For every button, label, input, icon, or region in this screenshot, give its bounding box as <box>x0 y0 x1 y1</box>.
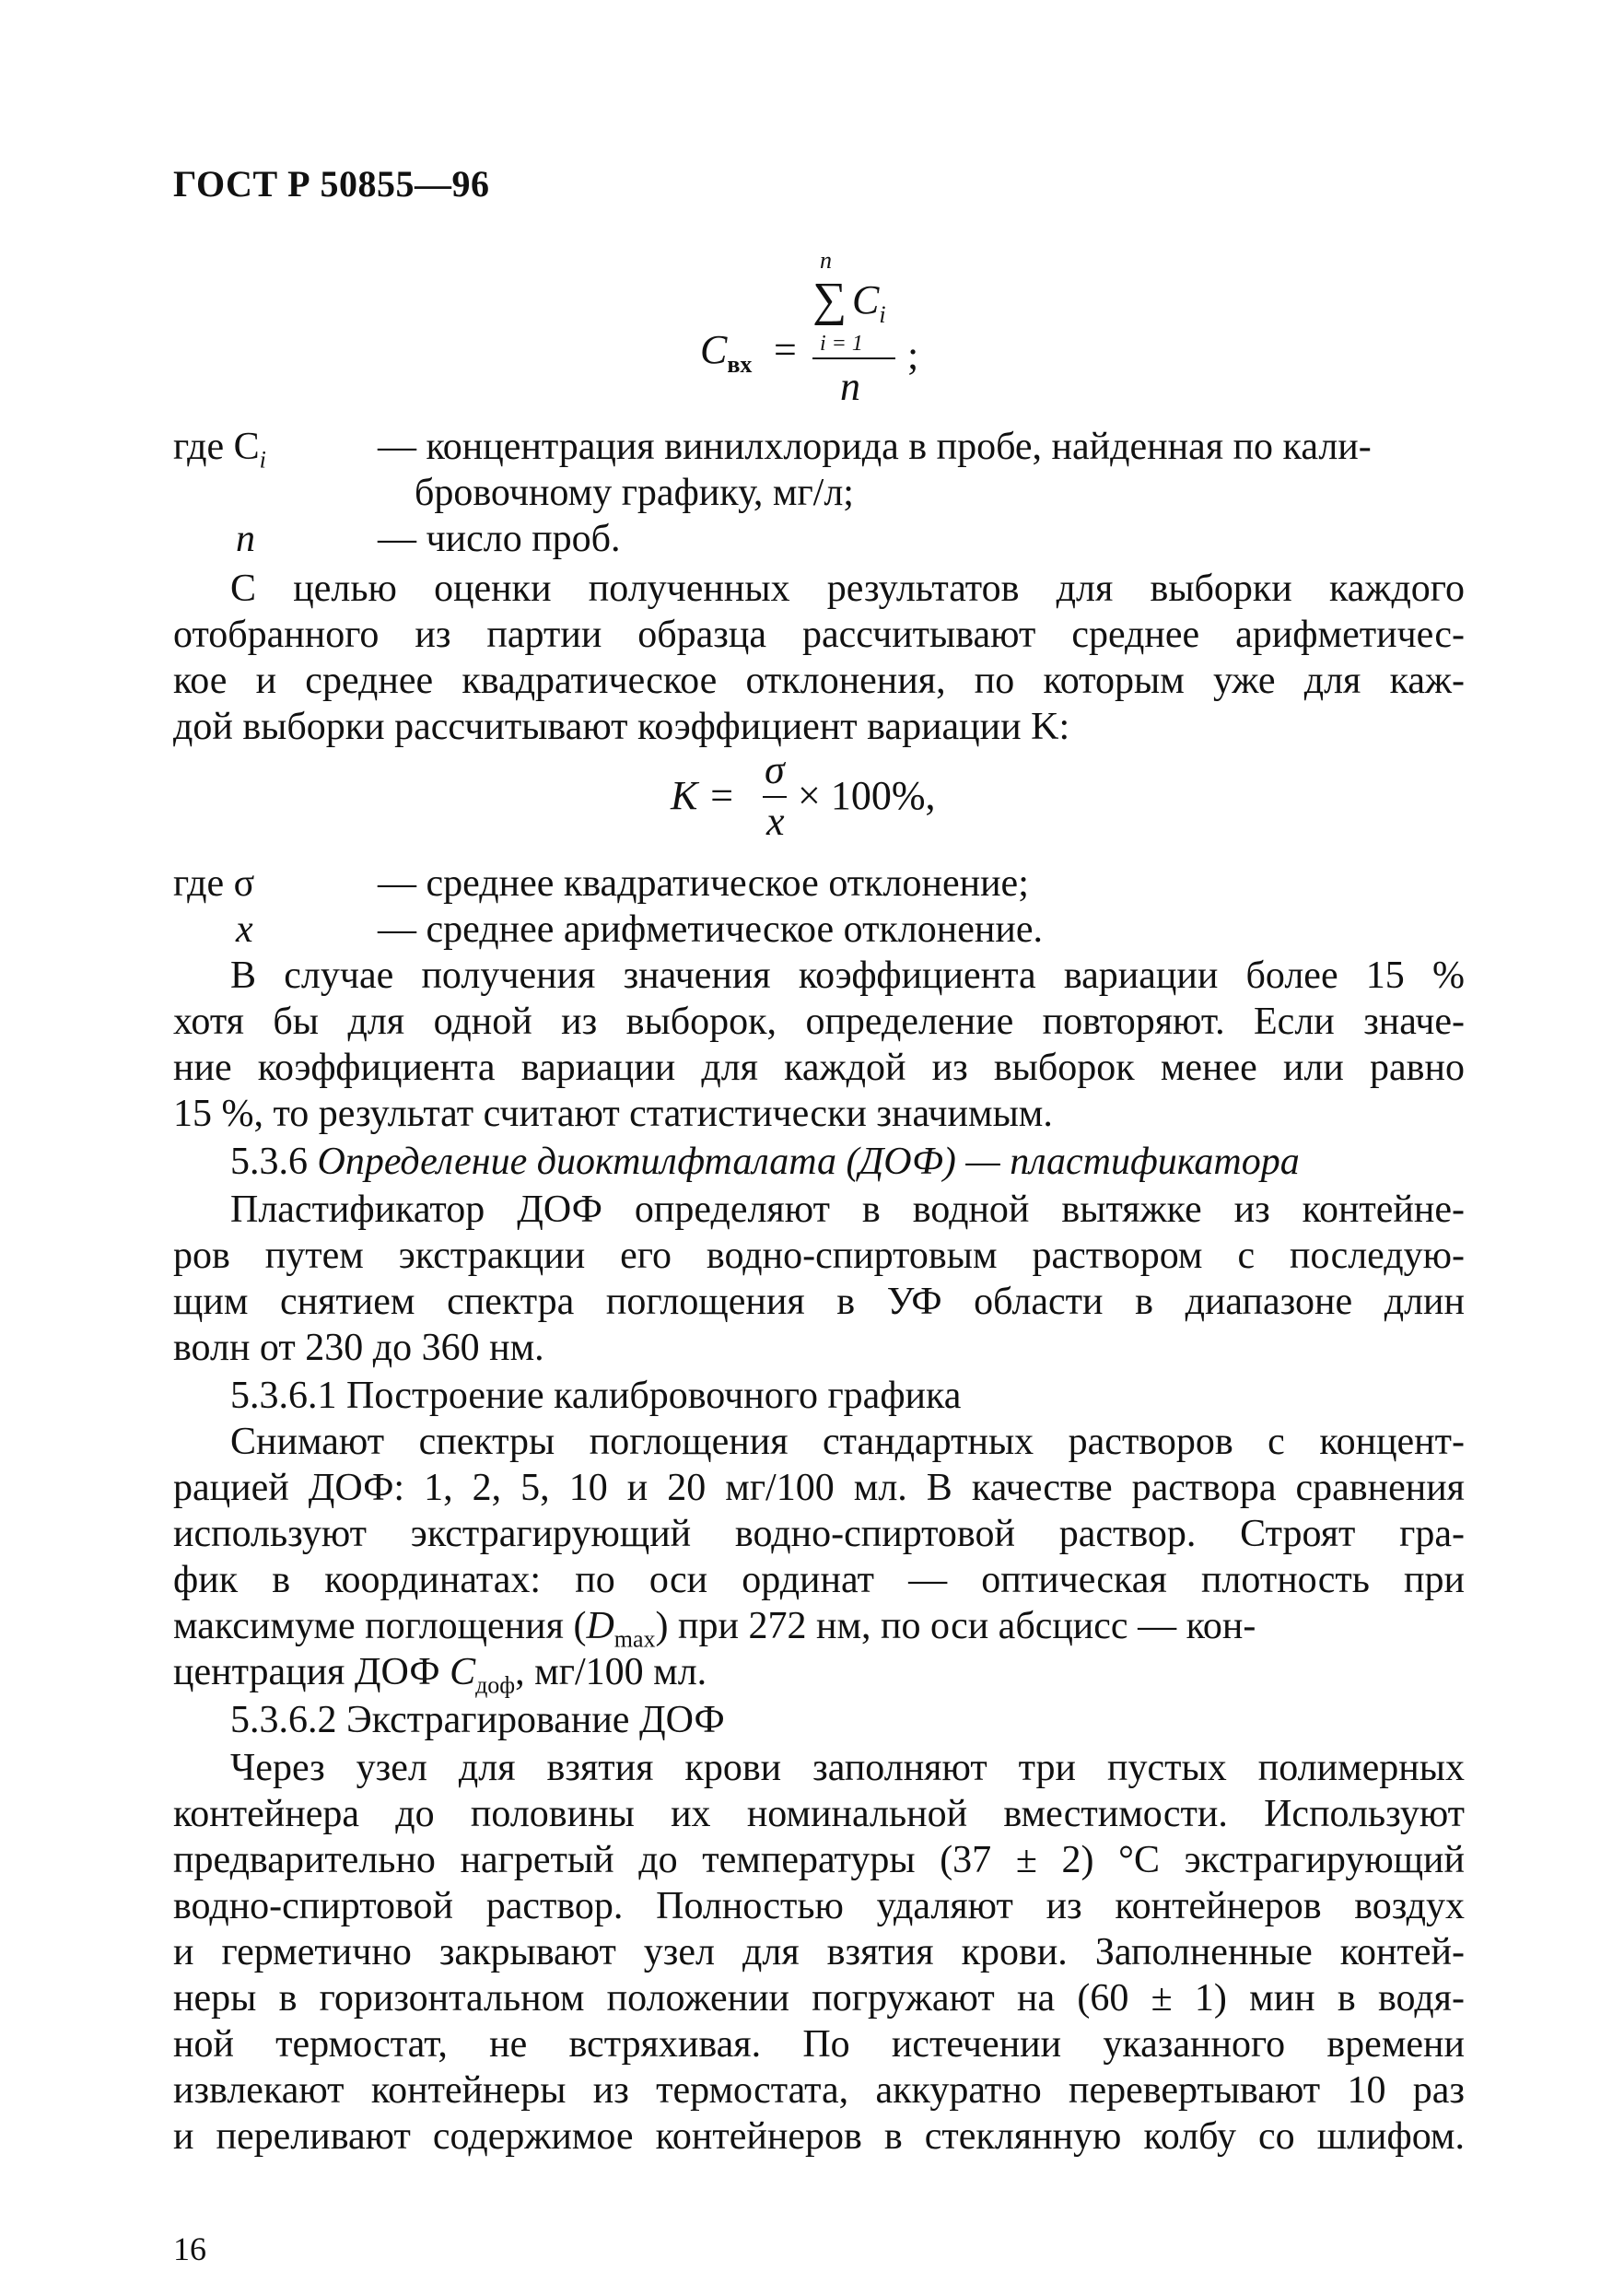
paragraph-line: Через узел для взятия крови заполняют три пустых полимерных <box>230 1747 1465 1789</box>
paragraph-line: используют экстрагирующий водно-спиртовой раствор. Строят гра- <box>173 1513 1465 1555</box>
sum-lower-limit: i = 1 <box>820 332 863 356</box>
paragraph-line: центрация ДОФ $C_{доф}$, мг/100 мл. <box>173 1651 707 1699</box>
section-heading-5-3-6-1: 5.3.6.1 Построение калибровочного графика <box>230 1375 962 1417</box>
formula-lhs: K = <box>671 773 736 818</box>
definition-term-ci: где $C_i$ <box>173 426 266 474</box>
section-heading-5-3-6-2: 5.3.6.2 Экстрагирование ДОФ <box>230 1699 725 1741</box>
paragraph-line: В случае получения значения коэффициента вариации более 15 % <box>230 954 1465 997</box>
paragraph-line: Пластификатор ДОФ определяют в водной вытяжке из контейне- <box>230 1188 1465 1231</box>
fraction-denominator: x <box>766 799 785 844</box>
paragraph-line: ров путем экстракции его водно-спиртовым раствором с последую- <box>173 1235 1465 1277</box>
equals-sign: = <box>774 327 797 372</box>
paragraph-line: волн от 230 до 360 нм. <box>173 1327 544 1369</box>
paragraph-line: и переливают содержимое контейнеров в стеклянную колбу со шлифом. <box>173 2115 1465 2158</box>
formula-rest: × 100%, <box>798 773 936 818</box>
sum-term: $C_i$ <box>852 277 886 328</box>
fraction-bar <box>812 357 895 359</box>
sum-upper-limit: n <box>820 247 832 274</box>
paragraph-line: контейнера до половины их номинальной вместимости. Используют <box>173 1793 1465 1835</box>
standard-header: ГОСТ Р 50855—96 <box>173 163 490 205</box>
definition-x: — среднее арифметическое отклонение. <box>378 908 1043 951</box>
paragraph-line: неры в горизонтальном положении погружают на (60 ± 1) мин в водя- <box>173 1977 1465 2020</box>
definition-ci-line1: — концентрация винилхлорида в пробе, найденная по кали- <box>378 426 1372 468</box>
formula-variation-coefficient <box>671 746 965 848</box>
paragraph-line: дой выборки рассчитывают коэффициент вариации K: <box>173 706 1070 748</box>
definition-term-x: x <box>236 908 253 951</box>
sum-sign: ∑ <box>812 274 847 326</box>
definition-sigma: — среднее квадратическое отклонение; <box>378 862 1029 905</box>
paragraph-line: рацией ДОФ: 1, 2, 5, 10 и 20 мг/100 мл. В качестве раствора сравнения <box>173 1467 1465 1509</box>
section-heading-5-3-6: 5.3.6 Определение диоктилфталата (ДОФ) — пластификатора <box>230 1141 1300 1183</box>
paragraph-line: извлекают контейнеры из термостата, аккуратно перевертывают 10 раз <box>173 2069 1465 2112</box>
paragraph-line: С целью оценки полученных результатов для выборки каждого <box>230 568 1465 610</box>
paragraph-line: 15 %, то результат считают статистически значимым. <box>173 1093 1053 1135</box>
paragraph-line: водно-спиртовой раствор. Полностью удаляют из контейнеров воздух <box>173 1885 1465 1927</box>
page-number: 16 <box>173 2231 206 2267</box>
paragraph-line: предварительно нагретый до температуры (37 ± 2) °С экстрагирующий <box>173 1839 1465 1881</box>
paragraph-line: хотя бы для одной из выборок, определение повторяют. Если значе- <box>173 1001 1465 1043</box>
definition-term-n: n <box>236 518 255 560</box>
paragraph-line: отобранного из партии образца рассчитывают среднее арифметичес- <box>173 614 1465 656</box>
paragraph-line: максимуме поглощения $(D_{max})$ при 272 нм, по оси абсцисс — кон- <box>173 1605 1256 1653</box>
formula-lhs: $C_{вх}$ <box>700 327 753 378</box>
paragraph-line: ние коэффициента вариации для каждой из выборок менее или равно <box>173 1047 1465 1089</box>
fraction-numerator: σ <box>765 747 785 792</box>
definition-term-sigma: где σ <box>173 862 255 905</box>
paragraph-line: Снимают спектры поглощения стандартных растворов с концент- <box>230 1421 1465 1463</box>
paragraph-line: фик в координатах: по оси ординат — оптическая плотность при <box>173 1559 1465 1601</box>
definition-n: — число проб. <box>378 518 621 560</box>
paragraph-line: ной термостат, не встряхивая. По истечении указанного времени <box>173 2023 1465 2066</box>
paragraph-line: и герметично закрывают узел для взятия крови. Заполненные контей- <box>173 1931 1465 1973</box>
paragraph-line: кое и среднее квадратическое отклонения, по которым уже для каж- <box>173 660 1465 702</box>
definition-ci-line2: бровочному графику, мг/л; <box>415 472 854 514</box>
fraction-denominator: n <box>840 364 860 409</box>
paragraph-line: щим снятием спектра поглощения в УФ области в диапазоне длин <box>173 1281 1465 1323</box>
formula-punctuation: ; <box>907 333 919 378</box>
formula-c-input <box>700 247 940 413</box>
